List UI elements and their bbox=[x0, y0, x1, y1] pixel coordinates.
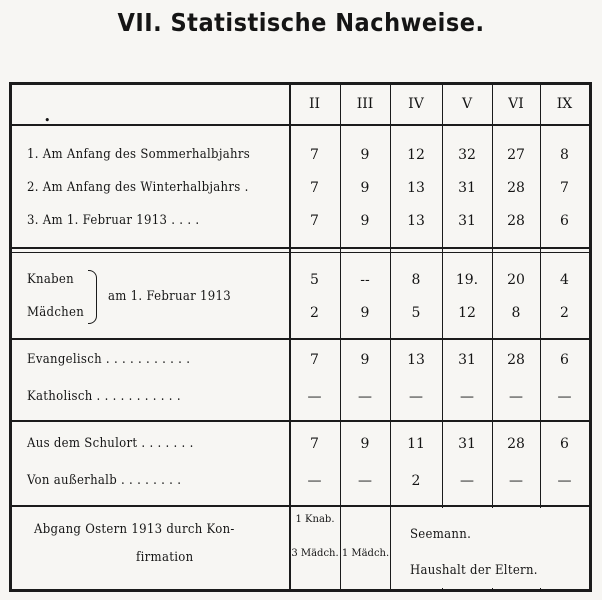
cell-s3-1-5: — bbox=[557, 389, 572, 405]
col2-maedch: 3 Mädch. bbox=[291, 548, 339, 559]
cell-s1-2-4: 28 bbox=[507, 213, 525, 229]
cell-s1-2-1: 9 bbox=[360, 213, 370, 229]
rule-section2 bbox=[12, 338, 589, 340]
cell-s1-2-0: 7 bbox=[310, 213, 319, 229]
cell-s3-0-1: 9 bbox=[360, 352, 370, 368]
col-header-III: III bbox=[356, 96, 374, 112]
row-label-s4-0: Aus dem Schulort . . . . . . . bbox=[27, 436, 194, 451]
cell-s4-1-4: — bbox=[509, 473, 523, 489]
cell-s4-0-2: 11 bbox=[407, 436, 425, 452]
remark-haushalt: Haushalt der Eltern. bbox=[410, 563, 538, 578]
brace-bracket bbox=[88, 270, 97, 324]
row-label-s3-0: Evangelisch . . . . . . . . . . . bbox=[27, 352, 191, 367]
col-header-VI: VI bbox=[508, 96, 524, 112]
cell-s2-0-3: 19. bbox=[455, 272, 479, 288]
cell-s2-0-0: 5 bbox=[310, 272, 319, 288]
abgang-label-1: Abgang Ostern 1913 durch Kon- bbox=[34, 522, 235, 537]
cell-s3-1-0: — bbox=[307, 389, 322, 405]
cell-s2-0-2: 8 bbox=[411, 272, 421, 288]
row-label-s1-1: 2. Am Anfang des Winterhalbjahrs . bbox=[27, 180, 249, 195]
row-label-s3-1: Katholisch . . . . . . . . . . . bbox=[27, 389, 181, 404]
cell-s3-0-0: 7 bbox=[310, 352, 319, 368]
row-label-s4-1: Von außerhalb . . . . . . . . bbox=[27, 473, 182, 488]
abgang-label-2: firmation bbox=[136, 550, 194, 565]
cell-s3-1-4: — bbox=[509, 389, 523, 405]
remark-seemann: Seemann. bbox=[410, 527, 472, 542]
cell-s2-0-5: 4 bbox=[560, 272, 569, 288]
col-header-IX: IX bbox=[556, 96, 573, 112]
rule-col-2 bbox=[390, 85, 391, 589]
cell-s1-1-2: 13 bbox=[407, 180, 425, 196]
cell-s2-1-2: 5 bbox=[411, 305, 421, 321]
cell-s4-0-4: 28 bbox=[507, 436, 525, 452]
cell-s4-1-3: — bbox=[460, 473, 474, 489]
cell-s2-0-1: -- bbox=[360, 272, 370, 288]
row-label-s1-2: 3. Am 1. Februar 1913 . . . . bbox=[27, 213, 200, 228]
cell-s2-0-4: 20 bbox=[507, 272, 525, 288]
rule-section3 bbox=[12, 420, 589, 422]
cell-s2-1-0: 2 bbox=[310, 305, 319, 321]
cell-s1-0-5: 8 bbox=[560, 147, 569, 163]
row-label-maedchen: Mädchen bbox=[27, 305, 85, 320]
col3-maedch: 1 Mädch. bbox=[341, 548, 390, 559]
cell-s3-1-2: — bbox=[409, 389, 423, 405]
col-header-II: II bbox=[308, 96, 321, 112]
rule-header bbox=[12, 124, 589, 126]
col-header-IV: IV bbox=[408, 96, 424, 112]
cell-s2-1-3: 12 bbox=[458, 305, 476, 321]
cell-s4-0-3: 31 bbox=[458, 436, 476, 452]
rule-section1 bbox=[12, 247, 589, 249]
cell-s1-1-1: 9 bbox=[360, 180, 370, 196]
rule-section4 bbox=[12, 505, 589, 507]
cell-s1-0-4: 27 bbox=[507, 147, 525, 163]
page-title: VII. Statistische Nachweise. bbox=[117, 8, 485, 37]
cell-s1-2-2: 13 bbox=[407, 213, 425, 229]
rule-section1b bbox=[12, 252, 589, 253]
cell-s1-2-3: 31 bbox=[458, 213, 476, 229]
cell-s4-0-1: 9 bbox=[360, 436, 370, 452]
cell-s1-0-1: 9 bbox=[360, 147, 370, 163]
cell-s4-0-5: 6 bbox=[560, 436, 569, 452]
cell-s3-1-1: — bbox=[358, 389, 372, 405]
cell-s1-0-3: 32 bbox=[458, 147, 476, 163]
cell-s2-1-1: 9 bbox=[360, 305, 370, 321]
cell-s1-1-4: 28 bbox=[507, 180, 525, 196]
cell-s4-1-5: — bbox=[557, 473, 572, 489]
cell-s3-0-5: 6 bbox=[560, 352, 569, 368]
cell-s3-0-2: 13 bbox=[407, 352, 425, 368]
col2-knab: 1 Knab. bbox=[295, 514, 335, 525]
cell-s1-1-5: 7 bbox=[560, 180, 569, 196]
rule-col-1 bbox=[340, 85, 341, 589]
row-label-s1-0: 1. Am Anfang des Sommerhalbjahrs bbox=[27, 147, 251, 162]
cell-s1-2-5: 6 bbox=[560, 213, 569, 229]
cell-s1-0-2: 12 bbox=[407, 147, 425, 163]
cell-s4-0-0: 7 bbox=[310, 436, 319, 452]
cell-s4-1-1: — bbox=[358, 473, 372, 489]
cell-s1-1-0: 7 bbox=[310, 180, 319, 196]
cell-s2-1-5: 2 bbox=[560, 305, 569, 321]
date-label: am 1. Februar 1913 bbox=[108, 289, 232, 304]
cell-s3-0-4: 28 bbox=[507, 352, 525, 368]
row-label-knaben: Knaben bbox=[27, 272, 74, 287]
cell-s1-1-3: 31 bbox=[458, 180, 476, 196]
cell-s4-1-2: 2 bbox=[411, 473, 421, 489]
cell-s4-1-0: — bbox=[307, 473, 322, 489]
header-bullet: • bbox=[44, 114, 51, 127]
cell-s1-0-0: 7 bbox=[310, 147, 319, 163]
col-header-V: V bbox=[461, 96, 473, 112]
cell-s3-0-3: 31 bbox=[458, 352, 476, 368]
cell-s2-1-4: 8 bbox=[511, 305, 521, 321]
cell-s3-1-3: — bbox=[460, 389, 474, 405]
